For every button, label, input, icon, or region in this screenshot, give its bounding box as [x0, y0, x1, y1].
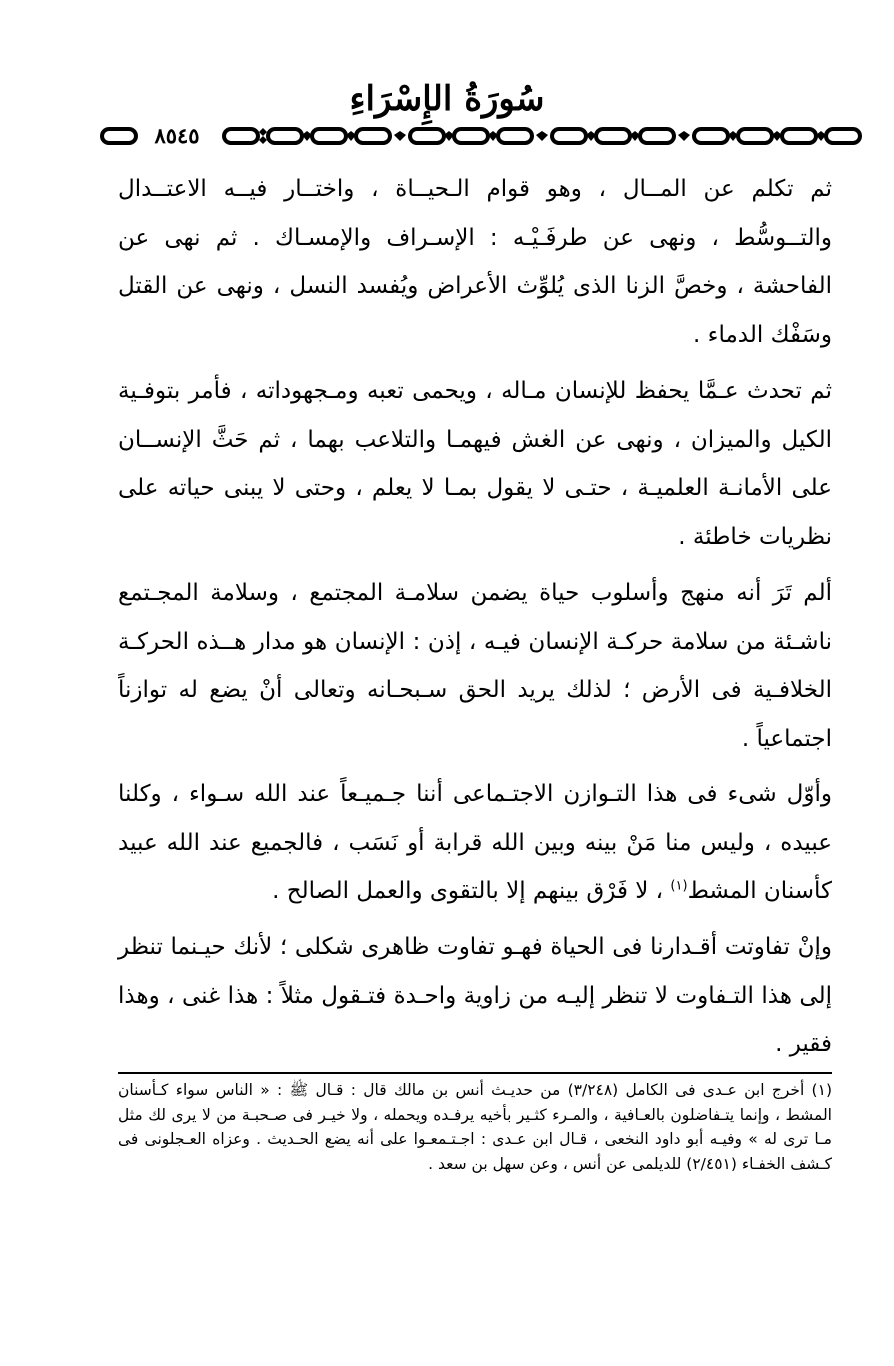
paragraph-text: ثم تكلم عن المــال ، وهو قوام الـحيــاة ، واختــار فيــه الاعتــدال والتــوسُّط ، ونهى عن طرفَـيْـه : الإسـراف والإمسـاك . ثم نهى عن الفاحشة ، وخصَّ الزنا الذى يُلوِّث الأعراض ويُفسد النسل ، ونهى عن القتل وسَفْك الدماء .	[118, 176, 832, 348]
paragraph-text	[118, 770, 832, 916]
footnote	[118, 1078, 832, 1176]
paragraph-3	[118, 569, 832, 763]
paragraph-2	[118, 367, 832, 561]
paragraph-4	[118, 770, 832, 916]
footnote-text: (١) أخرج ابن عـدى فى الكامل (٣/٢٤٨) من حديـث أنس بن مالك قال : قـال ﷺ : « الناس سواء كـأسنان المشط ، وإنما يتـفاضلون بالعـافية ، والمـرء كثـير بأخيه يرفـده ويحمله ، ولا خيـر فى صـحبـة من لا يرى لك مثل مـا ترى له » وفيـه أبو داود النخعى ، قـال ابن عـدى : اجـتـمعـوا على أنه يضع الحـديث . وعزاه العـجلونى فى كـشف الخفـاء (٢/٤٥١) للديلمى عن أنس ، وعن سهل بن سعد .	[118, 1081, 832, 1173]
paragraph-text-part: وأوّل شىء فى هذا التـوازن الاجتـماعى أننا جـميـعاً عند الله سـواء ، وكلنا عبيده ، وليس منا مَنْ بينه وبين الله قرابة أو نَسَب ، فالجميع عند الله عبيد كأسنان المشط	[118, 781, 832, 904]
paragraph-text: ألم تَرَ أنه منهج وأسلوب حياة يضمن سلامـة المجتمع ، وسلامة المجـتمع ناشـئة من سلامة حركـة الإنسان فيـه ، إذن : الإنسان هو مدار هــذه الحركـة الخلافـية فى الأرض ؛ لذلك يريد الحق سـبحـانه وتعالى أنْ يضع له توازناً اجتماعياً .	[118, 580, 832, 752]
paragraph-text: وإنْ تفاوتت أقـدارنا فى الحياة فهـو تفاوت ظاهرى شكلى ؛ لأنك حيـنما تنظر إلى هذا التـفاوت لا تنظر إليـه من زاوية واحـدة فتـقول مثلاً : هذا غنى ، وهذا فقير .	[118, 934, 832, 1057]
paragraph-1	[118, 165, 832, 359]
surah-title: سُورَةُ الإِسْرَاءِ	[349, 79, 545, 119]
paragraph-text: ثم تحدث عـمَّا يحفظ للإنسان مـاله ، ويحمى تعبه ومـجهوداته ، فأمر بتوفـية الكيل والميزان ، ونهى عن الغش فيهمـا والتلاعب بهما ، ثم حَثَّ الإنســان على الأمانـة العلميـة ، حتـى لا يقول بمـا لا يعلم ، وحتى لا يبنى حياته على نظريات خاطئة .	[118, 378, 832, 550]
paragraph-text-part: ، لا فَرْق بينهم إلا بالتقوى والعمل الصالح .	[272, 878, 671, 904]
page-number: ٨٥٤٥	[138, 124, 216, 148]
paragraph-5	[118, 923, 832, 1069]
footnote-divider	[118, 1072, 832, 1074]
footnote-reference[interactable]: (١)	[670, 878, 688, 894]
